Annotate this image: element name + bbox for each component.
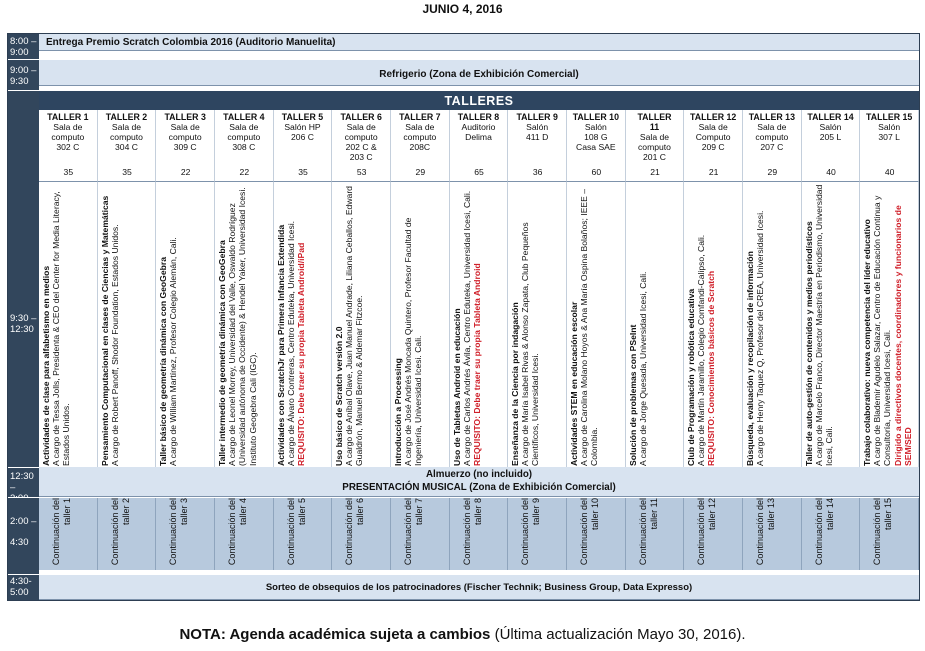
workshop-room: Salón 205 L bbox=[819, 122, 842, 142]
workshop-capacity-8: 65 bbox=[474, 167, 484, 177]
workshop-title: Actividades de clase para alfabetismo en medios bbox=[41, 265, 51, 466]
workshop-capacity-11: 21 bbox=[650, 167, 660, 177]
workshop-room: Salón 108 G Casa SAE bbox=[576, 122, 616, 152]
workshop-name: TALLER 10 bbox=[572, 112, 619, 122]
continuation-label: Continuación del taller 9 bbox=[520, 498, 541, 566]
continuation-label: Continuación del taller 12 bbox=[696, 498, 717, 566]
music-label: PRESENTACIÓN MUSICAL (Zona de Exhibición Comercial) bbox=[342, 482, 616, 493]
workshop-description-4 bbox=[215, 181, 274, 467]
workshop-description-12 bbox=[684, 181, 743, 467]
workshop-presenter: A cargo de Henry Taquez Q, Profesor del CREA, Universidad Icesi. bbox=[755, 210, 766, 466]
workshop-continuation-7 bbox=[391, 498, 450, 570]
workshop-room: Salón 411 D bbox=[526, 122, 549, 142]
workshop-continuation-11 bbox=[626, 498, 685, 570]
workshop-name: TALLER 13 bbox=[748, 112, 795, 122]
workshop-title: Taller de auto-gestión de contenidos y medios periodísticos bbox=[803, 221, 814, 466]
continuation-label: Continuación del taller 15 bbox=[872, 498, 893, 566]
workshop-continuation-5 bbox=[274, 498, 333, 570]
workshop-description-11 bbox=[626, 181, 685, 467]
workshop-presenter: A cargo de Marcelo Franco, Director Maestría en Periodismo, Universidad Icesi, Cali. bbox=[813, 184, 835, 466]
continuation-label: Continuación del taller 14 bbox=[813, 498, 835, 566]
continuation-label: Continuación del taller 2 bbox=[109, 498, 131, 566]
workshop-capacity-5: 35 bbox=[298, 167, 308, 177]
continuation-label: Continuación del taller 10 bbox=[579, 498, 600, 566]
workshop-room: Sala de computo 202 C & 203 C bbox=[344, 122, 378, 162]
workshop-presenter: A cargo de María Isabel Rivas & Alonso Zapata, Club Pequeños Científicos, Universidad Icesi. bbox=[520, 222, 541, 466]
workshop-title: Trabajo colaborativo: nueva competencia del líder educativo bbox=[862, 219, 873, 466]
continuation-label: Continuación del taller 6 bbox=[344, 498, 365, 566]
workshop-title: Introducción a Processing bbox=[393, 358, 403, 466]
time-slot-3: 9:30 – 12:30 bbox=[8, 91, 39, 467]
workshop-presenter: A cargo de Carolina Molano Hoyos & Ana María Ospina Bolaños; IEEE – Colombia. bbox=[579, 188, 600, 466]
workshop-title: Enseñanza de la Ciencia por indagación bbox=[510, 302, 521, 466]
workshop-name: TALLER 15 bbox=[866, 112, 913, 122]
workshop-continuation-6 bbox=[332, 498, 391, 570]
continuation-label: Continuación del taller 4 bbox=[227, 498, 248, 566]
workshop-capacity-13: 29 bbox=[767, 167, 778, 177]
workshop-description-6 bbox=[332, 181, 391, 467]
time-slot-5-start: 2:00 – bbox=[10, 516, 37, 527]
workshop-room: Salón HP 206 C bbox=[284, 122, 321, 142]
time-slot-5-end: 4:30 bbox=[10, 537, 29, 548]
schedule-date: JUNIO 4, 2016 bbox=[422, 2, 503, 16]
workshop-name: TALLER 8 bbox=[457, 112, 500, 122]
time-slot-6: 4:30- 5:00 bbox=[8, 575, 39, 600]
workshop-capacity-9: 36 bbox=[532, 167, 543, 177]
workshop-description-3 bbox=[156, 181, 215, 467]
workshop-presenter: A cargo de Álvaro Contreras, Centro Eduteka, Universidad Icesi. bbox=[285, 220, 296, 466]
workshop-title: Actividades STEM en educación escolar bbox=[569, 301, 579, 466]
workshop-room: Sala de Computo 209 C bbox=[695, 122, 731, 152]
workshop-name: TALLER 3 bbox=[164, 112, 206, 122]
workshop-presenter: A cargo de Leonel Morrey, Universidad del Valle, Oswaldo Rodríguez (Universidad autónoma de Occidente) & Hendel Yaker, Universidad Icesi. Instituto Geogebra Cali (IGC). bbox=[227, 187, 258, 466]
workshop-requirement: REQUISITO: Debe traer su propia Tableta Android/iPad bbox=[296, 242, 307, 466]
workshop-description-1 bbox=[39, 181, 98, 467]
workshop-title: Solución de problemas con PSeInt bbox=[627, 324, 638, 466]
workshop-continuation-4 bbox=[215, 498, 274, 570]
continuation-label: Continuación del taller 11 bbox=[637, 498, 659, 566]
footnote bbox=[0, 626, 925, 643]
workshop-description-14 bbox=[802, 181, 861, 467]
continuation-label: Continuación del taller 5 bbox=[285, 498, 307, 566]
workshop-description-15 bbox=[860, 181, 919, 467]
workshop-name: TALLER 5 bbox=[281, 112, 324, 122]
workshop-presenter: A cargo de Tessa Jolls, Presidenta & CEO del Center for Media Literacy, Estados Unidos. bbox=[51, 191, 72, 466]
workshop-presenter: A cargo de Blademir Agudelo Salazar, Centro de Educación Continua y Consultoría, Universidad Icesi, Cali. bbox=[872, 195, 893, 466]
workshop-capacity-14: 40 bbox=[826, 167, 836, 177]
workshop-title: Uso de Tabletas Android en educación bbox=[451, 308, 462, 466]
workshop-name: TALLER 6 bbox=[340, 112, 382, 122]
workshop-room: Salón 307 L bbox=[878, 122, 901, 142]
workshop-description-7 bbox=[391, 181, 450, 467]
workshop-name: TALLER 1 bbox=[47, 112, 89, 122]
continuation-label: Continuación del taller 13 bbox=[755, 498, 776, 566]
workshop-continuation-1 bbox=[39, 498, 98, 570]
workshop-description-9 bbox=[508, 181, 567, 467]
snack-break: Refrigerio (Zona de Exhibición Comercial) bbox=[39, 60, 919, 86]
workshop-continuation-2 bbox=[98, 498, 157, 570]
workshop-name: TALLER 12 bbox=[690, 112, 737, 122]
workshop-room: Sala de computo 208C bbox=[403, 122, 437, 152]
lunch-music-row bbox=[39, 467, 919, 497]
raffle-row: Sorteo de obsequios de los patrocinadores (Fischer Technik; Business Group, Data Expresso) bbox=[39, 575, 919, 600]
workshop-presenter: A cargo de Aníbal Olave, Juan Manuel Andrade, Liliana Ceballos, Edward Gualdrón, Manuel Bermo & Aldemar Fitzcoe. bbox=[344, 186, 365, 466]
workshop-room: Auditorio Delima bbox=[461, 122, 496, 142]
opening-event: Entrega Premio Scratch Colombia 2016 (Auditorio Manuelita) bbox=[39, 34, 919, 51]
workshop-presenter: A cargo de Martín Jaramillo, Colegio Comfandi-Calipso, Cali. bbox=[696, 234, 707, 466]
workshop-name: TALLER 2 bbox=[105, 112, 148, 122]
workshop-presenter: A cargo de Carlos Andrés Ávila, Centro Eduteka, Universidad Icesi, Cali. bbox=[461, 190, 472, 466]
workshop-requirement: Dirigido a directivos docentes, coordinadores y funcionarios de SEM/SED bbox=[892, 205, 914, 466]
workshop-room: Sala de computo 304 C bbox=[110, 122, 143, 152]
workshop-capacity-4: 22 bbox=[239, 167, 250, 177]
time-slot-5 bbox=[8, 498, 39, 574]
workshop-name: TALLER 4 bbox=[223, 112, 265, 122]
time-slot-2: 9:00 – 9:30 bbox=[8, 60, 39, 90]
workshop-capacity-2: 35 bbox=[122, 167, 132, 177]
workshop-capacity-10: 60 bbox=[591, 167, 602, 177]
workshop-continuation-12 bbox=[684, 498, 743, 570]
workshop-capacity-1: 35 bbox=[63, 167, 74, 177]
workshop-room: Sala de computo 302 C bbox=[51, 122, 85, 152]
footnote-bold: NOTA: Agenda académica sujeta a cambios bbox=[179, 626, 491, 643]
workshop-presenter: A cargo de Jorge Quesada, Universidad Icesi, Cali. bbox=[637, 271, 648, 466]
workshop-description-10 bbox=[567, 181, 626, 467]
workshop-capacity-12: 21 bbox=[708, 167, 719, 177]
workshop-continuation-15 bbox=[860, 498, 919, 570]
workshop-requirement: REQUISITO: Debe traer su propia Tableta Android bbox=[472, 263, 483, 466]
workshop-name: TALLER 9 bbox=[516, 112, 558, 122]
lunch-label: Almuerzo (no incluido) bbox=[425, 469, 533, 480]
workshop-capacity-15: 40 bbox=[884, 167, 895, 177]
workshop-title: Taller básico de geometría dinámica con GeoGebra bbox=[158, 256, 169, 466]
workshop-name: TALLER 7 bbox=[399, 112, 441, 122]
workshop-continuation-3 bbox=[156, 498, 215, 570]
workshop-presenter: A cargo de José Andrés Moncada Quintero, Profesor Facultad de Ingeniería, Universidad Icesi. Cali. bbox=[403, 217, 424, 466]
time-slot-1: 8:00 – 9:00 bbox=[8, 34, 39, 59]
continuation-label: Continuación del taller 7 bbox=[403, 498, 424, 566]
workshop-presenter: A cargo de Robert Panoff, Shodor Foundation, Estados Unidos. bbox=[109, 224, 120, 466]
workshop-room: Sala de computo 308 C bbox=[227, 122, 261, 152]
workshop-description-13 bbox=[743, 181, 802, 467]
workshop-title: Actividades con ScratchJr para Primera Infancia Extendida bbox=[275, 224, 286, 466]
workshop-requirement: REQUISITO: Conocimientos básicos de Scratch bbox=[706, 270, 717, 466]
continuation-label: Continuación del taller 8 bbox=[461, 498, 483, 566]
workshop-capacity-3: 22 bbox=[180, 167, 191, 177]
workshop-continuation-8 bbox=[450, 498, 509, 570]
workshop-continuation-14 bbox=[802, 498, 861, 570]
workshop-room: Sala de computo 207 C bbox=[755, 122, 789, 152]
workshop-description-5 bbox=[274, 181, 333, 467]
workshop-capacity-6: 53 bbox=[356, 167, 367, 177]
workshop-continuation-10 bbox=[567, 498, 626, 570]
workshop-continuation-9 bbox=[508, 498, 567, 570]
workshop-name: TALLER 11 bbox=[637, 112, 672, 132]
workshop-room: Sala de computo 309 C bbox=[168, 122, 202, 152]
workshop-name: TALLER 14 bbox=[807, 112, 854, 122]
workshop-title: Pensamiento Computacional en clases de Ciencias y Matemáticas bbox=[99, 195, 110, 466]
workshop-description-2 bbox=[98, 181, 157, 467]
workshop-description-8 bbox=[450, 181, 509, 467]
continuation-label: Continuación del taller 1 bbox=[51, 498, 72, 566]
workshop-title: Club de Programación y robótica educativa bbox=[686, 288, 697, 466]
time-slot-4: 12:30 – bbox=[8, 468, 39, 497]
workshop-presenter: A cargo de William Martínez, Profesor Colegio Alemán, Cali. bbox=[168, 237, 179, 466]
footnote-update: (Última actualización Mayo 30, 2016). bbox=[490, 626, 746, 643]
workshops-heading: TALLERES bbox=[39, 91, 919, 110]
workshop-capacity-7: 29 bbox=[415, 167, 426, 177]
workshop-title: Búsqueda, evaluación y recopilación de información bbox=[745, 251, 755, 466]
continuation-label: Continuación del taller 3 bbox=[168, 498, 189, 566]
workshop-title: Uso básico de Scratch versión 2.0 bbox=[334, 326, 345, 466]
workshop-title: Taller intermedio de geometría dinámica con GeoGebra bbox=[217, 240, 227, 466]
workshop-room: Sala de computo 201 C bbox=[638, 132, 671, 162]
workshop-continuation-13 bbox=[743, 498, 802, 570]
